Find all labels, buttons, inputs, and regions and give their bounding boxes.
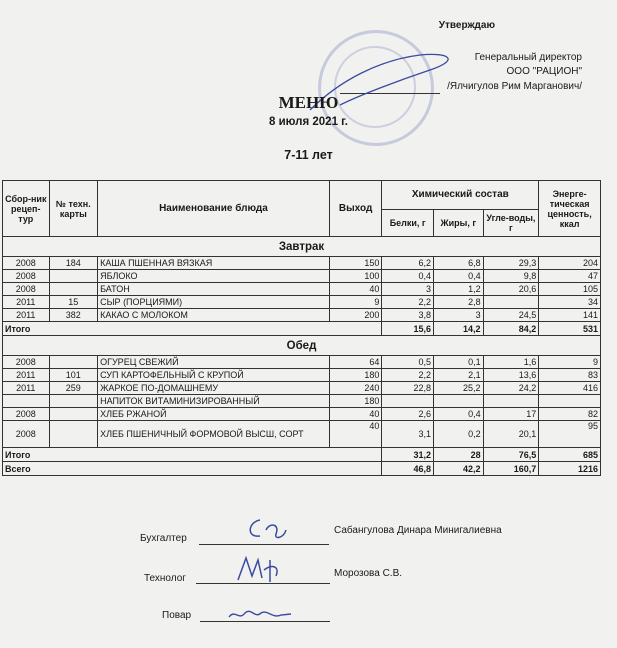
cell-carb: 13,6 — [483, 369, 539, 382]
approval-title: Утверждаю — [438, 20, 495, 31]
cell-dish: КАКАО С МОЛОКОМ — [98, 309, 330, 322]
section-breakfast: Завтрак — [3, 237, 601, 257]
cell-yield: 40 — [329, 408, 382, 421]
cell-carb — [483, 395, 539, 408]
col-energy: Энерге-тическая ценность, ккал — [539, 181, 601, 237]
cell-card: 382 — [49, 309, 98, 322]
cell-card — [49, 421, 98, 448]
grand-total-carb: 160,7 — [483, 462, 539, 476]
cell-fat: 0,4 — [434, 408, 484, 421]
cell-card — [49, 270, 98, 283]
cell-card: 15 — [49, 296, 98, 309]
cell-fat: 2,8 — [434, 296, 484, 309]
cell-energy: 105 — [539, 283, 601, 296]
cell-collection: 2011 — [3, 296, 50, 309]
cell-energy: 9 — [539, 356, 601, 369]
cell-collection: 2011 — [3, 309, 50, 322]
cell-collection: 2008 — [3, 257, 50, 270]
grand-total-energy: 1216 — [539, 462, 601, 476]
cell-energy: 83 — [539, 369, 601, 382]
cell-protein: 3,8 — [382, 309, 434, 322]
total-protein: 15,6 — [382, 322, 434, 336]
accountant-label: Бухгалтер — [140, 533, 187, 544]
cell-dish: ЖАРКОЕ ПО-ДОМАШНЕМУ — [98, 382, 330, 395]
cell-dish: СЫР (ПОРЦИЯМИ) — [98, 296, 330, 309]
table-row — [3, 257, 601, 270]
cell-yield: 64 — [329, 356, 382, 369]
cell-collection: 2008 — [3, 408, 50, 421]
cell-fat: 2,1 — [434, 369, 484, 382]
cell-carb: 29,3 — [483, 257, 539, 270]
section-lunch: Обед — [3, 336, 601, 356]
cell-energy — [539, 395, 601, 408]
cell-card — [49, 408, 98, 421]
cell-collection: 2008 — [3, 270, 50, 283]
total-energy: 531 — [539, 322, 601, 336]
cell-fat: 3 — [434, 309, 484, 322]
table-row — [3, 283, 601, 296]
cell-dish: БАТОН — [98, 283, 330, 296]
technologist-name: Морозова С.В. — [334, 568, 403, 579]
breakfast-total-row — [3, 322, 601, 336]
cell-fat: 25,2 — [434, 382, 484, 395]
cell-fat: 1,2 — [434, 283, 484, 296]
cell-collection — [3, 395, 50, 408]
table-row — [3, 309, 601, 322]
col-card: № техн. карты — [49, 181, 98, 237]
approval-person: /Ялчигулов Рим Марганович/ — [447, 81, 582, 92]
total-label: Итого — [3, 322, 382, 336]
cell-carb: 24,5 — [483, 309, 539, 322]
cook-label: Повар — [162, 610, 192, 621]
total-carb: 76,5 — [483, 448, 539, 462]
cell-card — [49, 395, 98, 408]
col-dish: Наименование блюда — [98, 181, 330, 237]
accountant-signature-icon — [240, 510, 300, 546]
cell-protein: 22,8 — [382, 382, 434, 395]
page-title: МЕНЮ — [278, 93, 339, 112]
cell-dish: ЯБЛОКО — [98, 270, 330, 283]
cell-collection: 2011 — [3, 369, 50, 382]
cell-card: 184 — [49, 257, 98, 270]
cell-dish: ХЛЕБ РЖАНОЙ — [98, 408, 330, 421]
cook-signature-icon — [225, 603, 295, 625]
cell-protein: 3,1 — [382, 421, 434, 448]
cell-fat: 6,8 — [434, 257, 484, 270]
grand-total-row — [3, 462, 601, 476]
cell-dish: НАПИТОК ВИТАМИНИЗИРОВАННЫЙ — [98, 395, 330, 408]
cell-dish: ОГУРЕЦ СВЕЖИЙ — [98, 356, 330, 369]
cell-yield: 150 — [329, 257, 382, 270]
cell-energy: 47 — [539, 270, 601, 283]
cell-dish: ХЛЕБ ПШЕНИЧНЫЙ ФОРМОВОЙ ВЫСШ, СОРТ — [98, 421, 330, 448]
cell-carb — [483, 296, 539, 309]
accountant-name: Сабангулова Динара Минигалиевна — [334, 525, 502, 536]
grand-total-protein: 46,8 — [382, 462, 434, 476]
cell-card: 101 — [49, 369, 98, 382]
cell-protein: 2,2 — [382, 369, 434, 382]
cell-energy: 82 — [539, 408, 601, 421]
table-row — [3, 296, 601, 309]
col-protein: Белки, г — [382, 210, 434, 237]
cell-carb: 24,2 — [483, 382, 539, 395]
cell-card: 259 — [49, 382, 98, 395]
table-row — [3, 421, 601, 448]
cell-yield: 200 — [329, 309, 382, 322]
cell-energy: 416 — [539, 382, 601, 395]
col-yield: Выход — [329, 181, 382, 237]
age-group: 7-11 лет — [284, 148, 333, 162]
cell-carb: 17 — [483, 408, 539, 421]
table-row — [3, 270, 601, 283]
cell-energy: 95 — [539, 421, 601, 448]
cell-energy: 34 — [539, 296, 601, 309]
cell-protein: 0,5 — [382, 356, 434, 369]
total-label: Итого — [3, 448, 382, 462]
cell-energy: 204 — [539, 257, 601, 270]
grand-total-label: Всего — [3, 462, 382, 476]
table-row — [3, 369, 601, 382]
cell-collection: 2011 — [3, 382, 50, 395]
total-protein: 31,2 — [382, 448, 434, 462]
technologist-label: Технолог — [144, 573, 186, 584]
cell-yield: 240 — [329, 382, 382, 395]
col-carb: Угле-воды, г — [483, 210, 539, 237]
cell-carb: 20,1 — [483, 421, 539, 448]
cell-yield: 40 — [329, 421, 382, 448]
cell-protein: 2,2 — [382, 296, 434, 309]
menu-date: 8 июля 2021 г. — [268, 116, 349, 128]
cell-yield: 180 — [329, 369, 382, 382]
total-energy: 685 — [539, 448, 601, 462]
approval-position: Генеральный директор — [474, 52, 582, 63]
cell-collection: 2008 — [3, 356, 50, 369]
cell-fat — [434, 395, 484, 408]
cell-card — [49, 356, 98, 369]
cell-yield: 40 — [329, 283, 382, 296]
cell-carb: 1,6 — [483, 356, 539, 369]
technologist-signature-icon — [232, 552, 292, 586]
cell-fat: 0,2 — [434, 421, 484, 448]
cell-yield: 100 — [329, 270, 382, 283]
menu-table — [2, 180, 601, 476]
total-fat: 14,2 — [434, 322, 484, 336]
cell-protein — [382, 395, 434, 408]
cell-protein: 3 — [382, 283, 434, 296]
total-fat: 28 — [434, 448, 484, 462]
cell-carb: 9,8 — [483, 270, 539, 283]
col-chem: Химический состав — [382, 181, 539, 210]
cell-collection: 2008 — [3, 283, 50, 296]
lunch-total-row — [3, 448, 601, 462]
table-row — [3, 408, 601, 421]
col-fat: Жиры, г — [434, 210, 484, 237]
cell-yield: 180 — [329, 395, 382, 408]
table-row — [3, 356, 601, 369]
cell-fat: 0,4 — [434, 270, 484, 283]
cell-dish: СУП КАРТОФЕЛЬНЫЙ С КРУПОЙ — [98, 369, 330, 382]
grand-total-fat: 42,2 — [434, 462, 484, 476]
cell-dish: КАША ПШЕННАЯ ВЯЗКАЯ — [98, 257, 330, 270]
cell-protein: 6,2 — [382, 257, 434, 270]
cell-yield: 9 — [329, 296, 382, 309]
cell-card — [49, 283, 98, 296]
cell-collection: 2008 — [3, 421, 50, 448]
cell-carb: 20,6 — [483, 283, 539, 296]
cell-energy: 141 — [539, 309, 601, 322]
table-row — [3, 395, 601, 408]
cell-fat: 0,1 — [434, 356, 484, 369]
approval-org: ООО "РАЦИОН" — [506, 66, 582, 77]
cell-protein: 0,4 — [382, 270, 434, 283]
total-carb: 84,2 — [483, 322, 539, 336]
table-row — [3, 382, 601, 395]
cell-protein: 2,6 — [382, 408, 434, 421]
col-collection: Сбор-ник рецеп-тур — [3, 181, 50, 237]
